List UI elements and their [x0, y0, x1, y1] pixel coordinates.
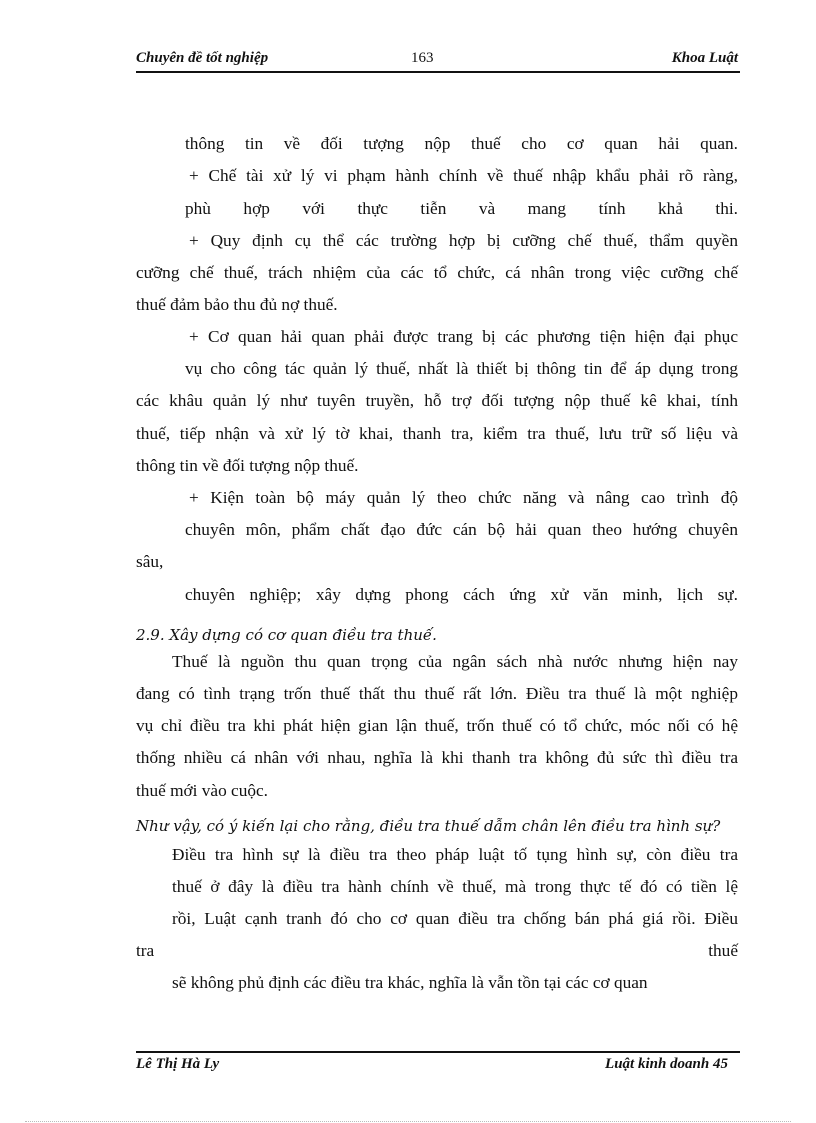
header-department: Khoa Luật [671, 50, 738, 66]
body-line: sâu, [136, 552, 164, 571]
footer-rule [136, 1051, 740, 1053]
body-line: thống nhiều cá nhân với nhau, nghĩa là khi thanh tra không đủ sức thì điều tra [136, 748, 738, 767]
body-line: thông tin về đối tượng nộp thuế. [136, 456, 359, 475]
body-line: chuyên nghiệp; xây dựng phong cách ứng xử văn minh, lịch sự. [185, 585, 738, 604]
body-line: tra thuế [136, 941, 738, 960]
body-line: phù hợp với thực tiễn và mang tính khả thi. [185, 199, 738, 218]
page-number: 163 [411, 50, 434, 66]
body-line: sẽ không phủ định các điều tra khác, nghĩa là vẫn tồn tại các cơ quan [172, 973, 648, 992]
body-line: Thuế là nguồn thu quan trọng của ngân sách nhà nước nhưng hiện nay [172, 652, 738, 671]
body-line: cưỡng chế thuế, trách nhiệm của các tổ chức, cá nhân trong việc cưỡng chế [136, 263, 738, 282]
body-line: rồi, Luật cạnh tranh đó cho cơ quan điều tra chống bán phá giá rồi. Điều [172, 909, 738, 928]
body-line: vụ chỉ điều tra khi phát hiện gian lận thuế, trốn thuế có tổ chức, móc nối có hệ [136, 716, 738, 735]
body-line: các khâu quản lý như tuyên truyền, hỗ trợ đối tượng nộp thuế kê khai, tính [136, 391, 738, 410]
class-name: Luật kinh doanh 45 [605, 1056, 728, 1072]
body-line: đang có tình trạng trốn thuế thất thu thuế rất lớn. Điều tra thuế là một nghiệp [136, 684, 738, 703]
page-footer [136, 1056, 728, 1078]
body-line: + Quy định cụ thể các trường hợp bị cưỡng chế thuế, thẩm quyền [189, 231, 738, 250]
body-line: + Cơ quan hải quan phải được trang bị các phương tiện hiện đại phục [189, 327, 738, 346]
italic-question: Như vậy, có ý kiến lại cho rằng, điều tra thuế dẫm chân lên điều tra hình sự? [136, 817, 721, 835]
body-line: Điều tra hình sự là điều tra theo pháp luật tố tụng hình sự, còn điều tra [172, 845, 738, 864]
page-header [136, 48, 738, 70]
body-line: chuyên môn, phẩm chất đạo đức cán bộ hải quan theo hướng chuyên [185, 520, 738, 539]
header-title: Chuyên đề tốt nghiệp [136, 50, 269, 66]
section-heading: 2.9. Xây dựng có cơ quan điều tra thuế. [136, 626, 437, 644]
body-line: + Kiện toàn bộ máy quản lý theo chức năng và nâng cao trình độ [189, 488, 738, 507]
body-line: thuế ở đây là điều tra hành chính về thuế, mà trong thực tế đó có tiền lệ [172, 877, 738, 896]
body-line: + Chế tài xử lý vi phạm hành chính về thuế nhập khẩu phải rõ ràng, [189, 166, 738, 185]
body-line: thuế đảm bảo thu đủ nợ thuế. [136, 295, 338, 314]
body-line: thuế, tiếp nhận và xử lý tờ khai, thanh tra, kiểm tra thuế, lưu trữ số liệu và [136, 424, 738, 443]
body-line: thuế mới vào cuộc. [136, 781, 268, 800]
author-name: Lê Thị Hà Ly [136, 1056, 220, 1072]
body-line: thông tin về đối tượng nộp thuế cho cơ quan hải quan. [185, 134, 738, 153]
body-line: vụ cho công tác quản lý thuế, nhất là thiết bị thông tin để áp dụng trong [185, 359, 738, 378]
header-rule [136, 71, 740, 73]
